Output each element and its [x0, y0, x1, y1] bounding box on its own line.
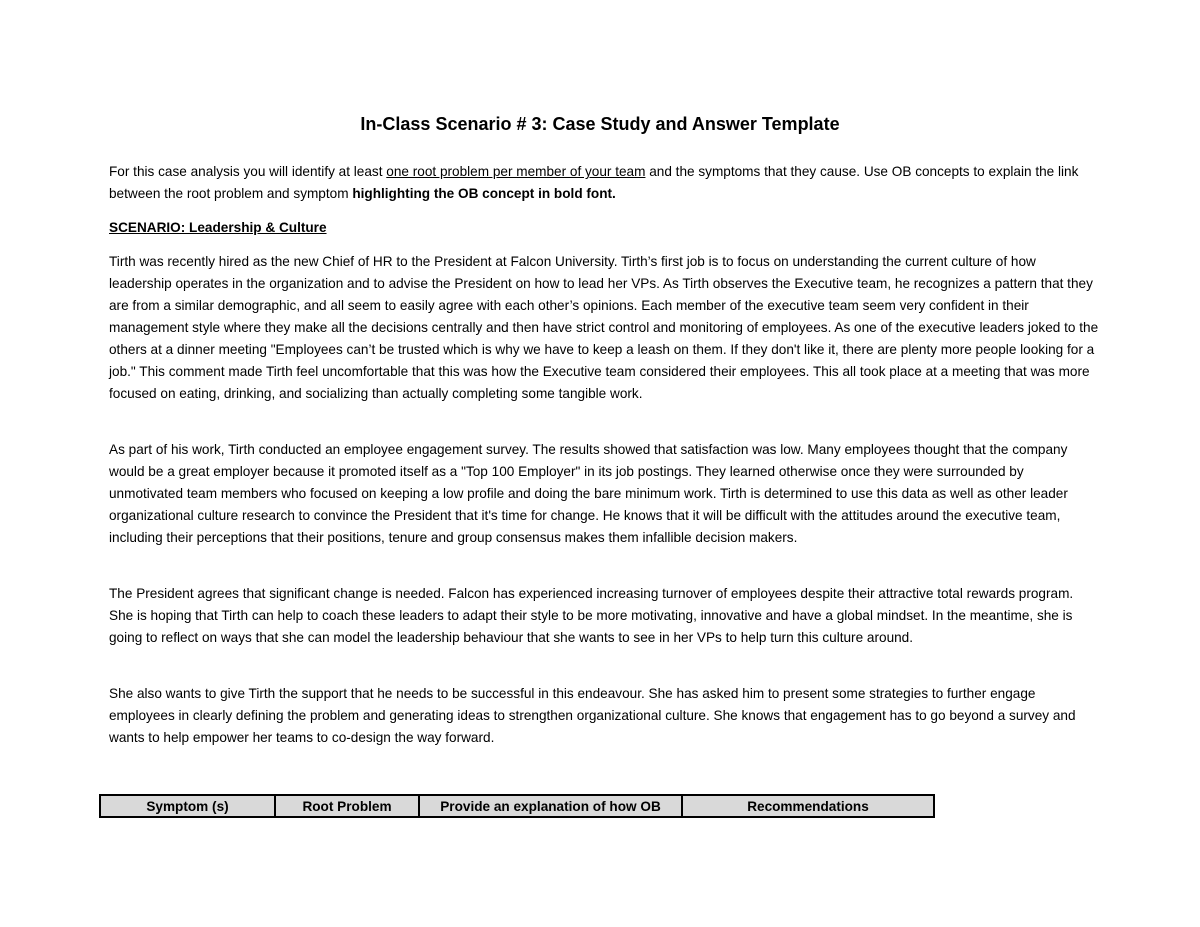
table-header-row [100, 795, 934, 817]
scenario-heading: SCENARIO: Leadership & Culture [109, 220, 327, 235]
header-ob-explanation: Provide an explanation of how OB [419, 795, 682, 817]
intro-paragraph [109, 161, 1099, 205]
intro-text-middle: and the symptoms that they cause. Use OB concepts to explain the link between the root problem and symptom [109, 164, 1079, 201]
intro-bold-text: highlighting the OB concept in bold font. [352, 186, 616, 201]
header-symptoms: Symptom (s) [100, 795, 275, 817]
intro-underlined-text: one root problem per member of your team [386, 164, 646, 179]
header-root-problem: Root Problem [275, 795, 419, 817]
intro-text-start: For this case analysis you will identify at least [109, 164, 387, 179]
answer-template-table [99, 794, 935, 818]
scenario-paragraph-3: The President agrees that significant change is needed. Falcon has experienced increasing turnover of employees despite their attractive total rewards program. She is hoping that Tirth can help to coach these leaders to adapt their style to be more motivating, innovative and have a global mindset. In the meantime, she is going to reflect on ways that she can model the leadership behaviour that she wants to see in her VPs to help turn this culture around. [109, 586, 1074, 645]
scenario-paragraph-2: As part of his work, Tirth conducted an employee engagement survey. The results showed that satisfaction was low. Many employees thought that the company would be a great employer because it promoted itself as a "Top 100 Employer" in its job postings. They learned otherwise once they were surrounded by unmotivated team members who focused on keeping a low profile and doing the bare minimum work. Tirth is determined to use this data as well as other leader organizational culture research to convince the President that it's time for change. He knows that it will be difficult with the attitudes around the executive team, including their perceptions that their positions, tenure and group consensus makes them infallible decision makers. [109, 442, 1068, 545]
header-recommendations: Recommendations [682, 795, 934, 817]
scenario-paragraph-1: Tirth was recently hired as the new Chief of HR to the President at Falcon University. Tirth’s first job is to focus on understanding the current culture of how leadership operates in the organization and to advise the President on how to lead her VPs. As Tirth observes the Executive team, he recognizes a pattern that they are from a similar demographic, and all seem to easily agree with each other’s opinions. Each member of the executive team seem very confident in their management style where they make all the decisions centrally and then have strict control and monitoring of employees. As one of the executive leaders joked to the others at a dinner meeting "Employees can’t be trusted which is why we have to keep a leash on them. If they don't like it, there are plenty more people looking for a job." This comment made Tirth feel uncomfortable that this was how the Executive team considered their employees. This all took place at a meeting that was more focused on eating, drinking, and socializing than actually completing some tangible work. [109, 254, 1099, 401]
document-title: In-Class Scenario # 3: Case Study and Answer Template [360, 114, 840, 134]
scenario-paragraph-4: She also wants to give Tirth the support that he needs to be successful in this endeavour. She has asked him to present some strategies to further engage employees in clearly defining the problem and generating ideas to strengthen organizational culture. She knows that engagement has to go beyond a survey and wants to help empower her teams to co-design the way forward. [109, 686, 1076, 745]
